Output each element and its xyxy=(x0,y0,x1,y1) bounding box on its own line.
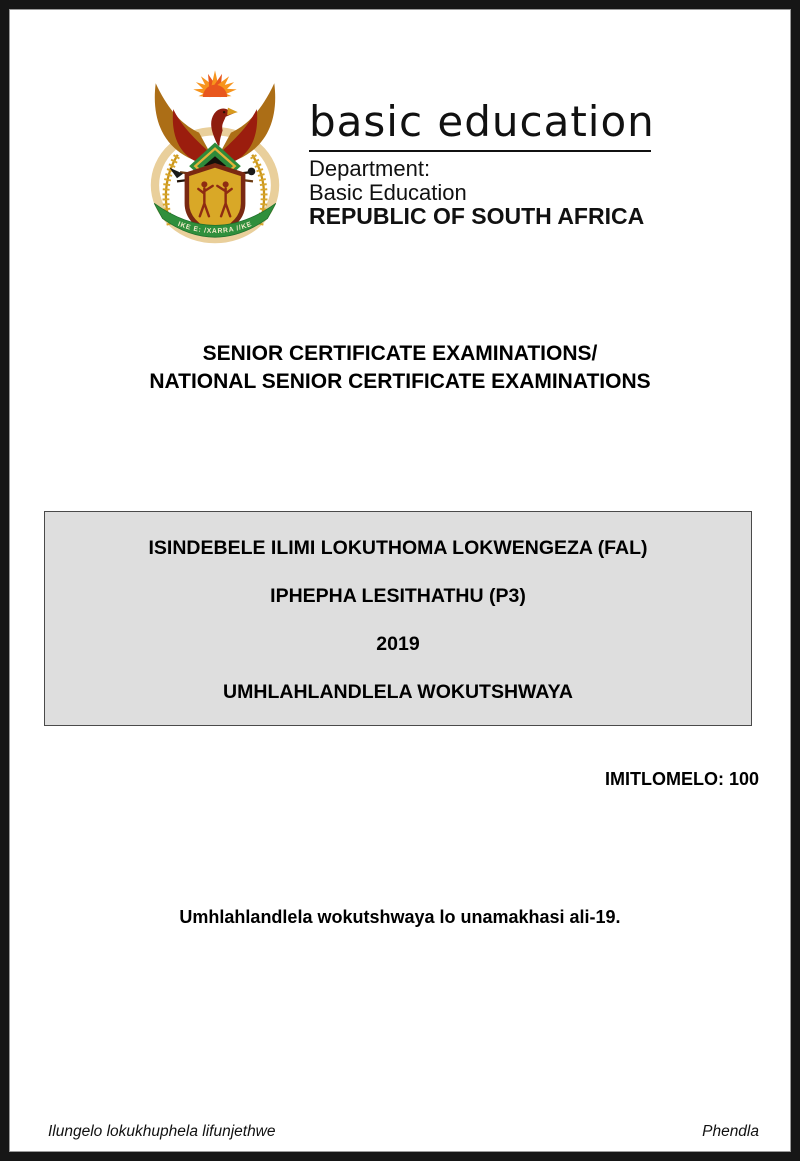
page-footer xyxy=(48,1123,759,1141)
copyright-note: Ilungelo lokukhuphela lifunjethwe xyxy=(48,1123,276,1140)
pages-note: Umhlahlandlela wokutshwaya lo unamakhasi ali-19. xyxy=(179,907,621,927)
country-name: REPUBLIC OF SOUTH AFRICA xyxy=(309,203,645,229)
department-name: Basic Education xyxy=(309,179,467,205)
exam-title xyxy=(9,340,791,395)
document-type: UMHLAHLANDLELA WOKUTSHWAYA xyxy=(223,681,573,703)
brand-wordmark: basic education xyxy=(309,97,655,146)
subject-box xyxy=(44,511,752,726)
department-label: Department: xyxy=(309,156,431,181)
brand-block xyxy=(309,97,669,229)
coat-of-arms-icon xyxy=(139,63,291,251)
sun-icon xyxy=(193,70,238,99)
paper-number: IPHEPHA LESITHATHU (P3) xyxy=(270,585,526,607)
turn-over-note: Phendla xyxy=(702,1123,759,1140)
motto-text: IKE E: /XARRA //KE xyxy=(176,220,254,236)
exam-year: 2019 xyxy=(376,633,420,655)
exam-title-line2: NATIONAL SENIOR CERTIFICATE EXAMINATIONS xyxy=(149,369,651,393)
masthead xyxy=(9,9,791,269)
subject-name: ISINDEBELE ILIMI LOKUTHOMA LOKWENGEZA (FAL) xyxy=(148,537,648,559)
brand-rule xyxy=(309,150,651,152)
exam-title-line1: SENIOR CERTIFICATE EXAMINATIONS/ xyxy=(202,342,598,365)
marks-total: IMITLOMELO: 100 xyxy=(604,769,759,789)
